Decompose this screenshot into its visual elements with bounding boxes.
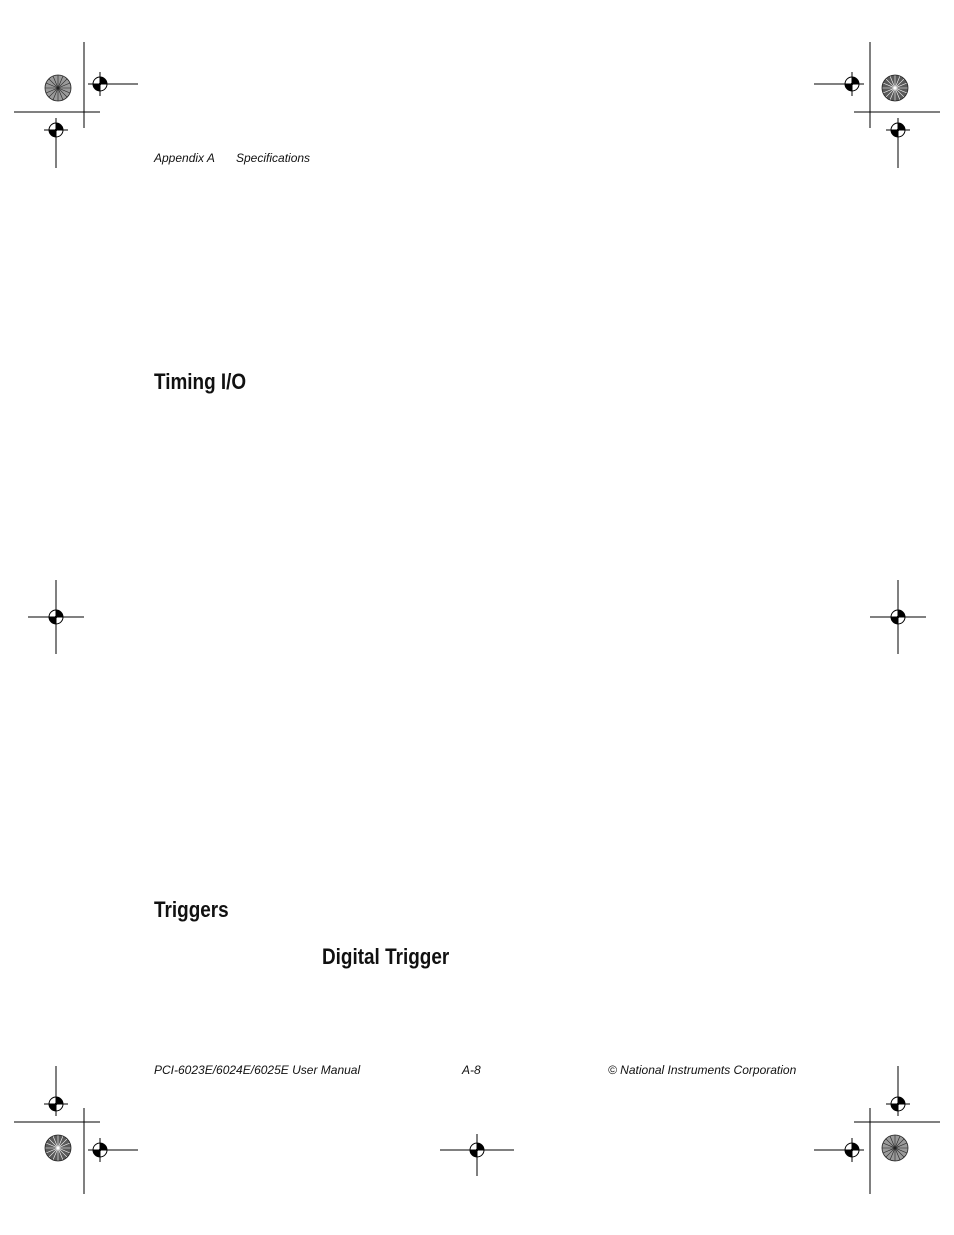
footer-copyright: © National Instruments Corporation: [608, 1063, 797, 1077]
crosshair-mark-bottom-right-b: [886, 1092, 910, 1116]
starburst-mark-bottom-right: [882, 1135, 908, 1161]
crosshair-mark-middle-left: [44, 605, 68, 629]
crop-mark-top-right: [814, 42, 940, 168]
section-heading-timing-io: Timing I/O: [154, 369, 247, 394]
footer-page-number: A-8: [462, 1063, 481, 1077]
crosshair-mark-bottom-center: [465, 1138, 489, 1162]
starburst-mark-bottom-left: [45, 1135, 71, 1161]
crosshair-mark-top-left-a: [88, 72, 112, 96]
crosshair-mark-bottom-left-b: [44, 1092, 68, 1116]
running-header-section: Specifications: [236, 151, 311, 165]
crop-mark-top-left: [14, 42, 138, 168]
crosshair-mark-top-left-b: [44, 118, 68, 142]
running-header-appendix: Appendix A: [154, 151, 215, 165]
subsection-heading-digital-trigger: Digital Trigger: [322, 944, 450, 969]
crosshair-mark-bottom-right-a: [840, 1138, 864, 1162]
crop-mark-bottom-right: [814, 1066, 940, 1194]
crosshair-mark-bottom-left-a: [88, 1138, 112, 1162]
footer-manual-title: PCI-6023E/6024E/6025E User Manual: [154, 1063, 361, 1077]
starburst-mark-top-right: [882, 75, 908, 101]
crop-mark-bottom-left: [14, 1066, 138, 1194]
crosshair-mark-middle-right: [886, 605, 910, 629]
section-heading-triggers: Triggers: [154, 897, 229, 922]
starburst-mark-top-left: [45, 75, 71, 101]
crosshair-mark-top-right-a: [840, 72, 864, 96]
crosshair-mark-top-right-b: [886, 118, 910, 142]
